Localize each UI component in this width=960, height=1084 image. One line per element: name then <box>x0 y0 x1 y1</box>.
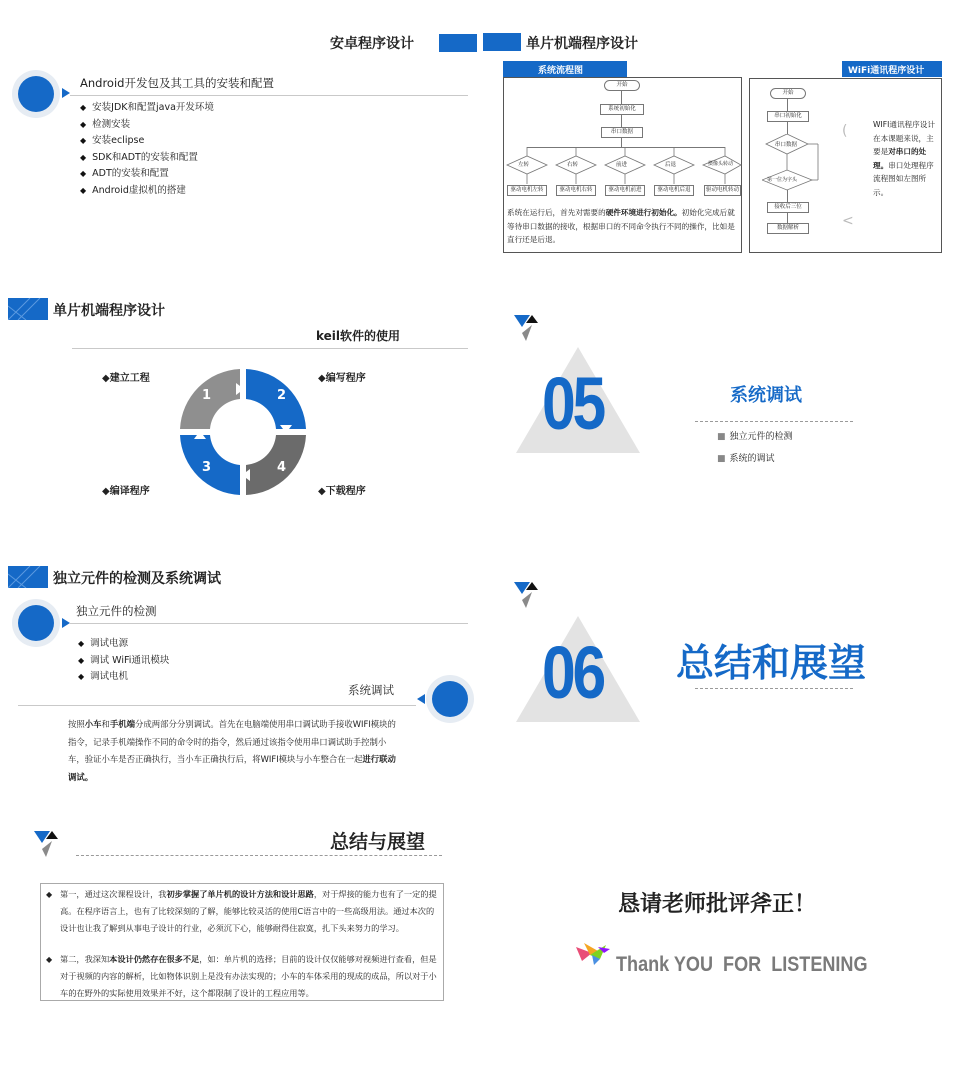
system-debug-paragraph <box>68 716 402 786</box>
segment-number: 4 <box>277 460 287 475</box>
thanks-english: Thank YOU FOR LISTENING <box>616 953 868 976</box>
slide-section-05 <box>480 271 960 542</box>
flow-connector <box>787 213 788 223</box>
panel-title: WiFi通讯程序设计 <box>848 66 925 76</box>
flow-connector <box>787 190 788 202</box>
diamond-bullet-icon: ◆ <box>46 890 53 899</box>
text-run-bold: 本设计仍然存在很多不足 <box>109 954 200 964</box>
slide-summary <box>0 813 480 1084</box>
arrow-logo-icon <box>34 829 64 859</box>
divider <box>70 623 468 624</box>
text-run: 初始化完成后就等待串口数据的接收，根据串口的不同命令执行不同的操作，比如是直行还是后退。 <box>507 208 735 244</box>
slide2-title: 单片机端程序设计 <box>526 36 638 52</box>
branch-label: 右转 <box>567 162 579 168</box>
list-item: ◆ 检测安装 <box>80 117 214 134</box>
flow-action: 驱动电机转动 <box>704 185 741 196</box>
bracket-decor: ( < <box>842 123 854 229</box>
flow-serial: 串口数据 <box>601 127 643 138</box>
section-bullet-circle <box>18 76 54 112</box>
section-item-text: 系统的调试 <box>729 454 775 464</box>
divider <box>18 705 416 706</box>
title-decor-lines <box>8 566 48 588</box>
diamond-bullet-icon: ◆ <box>46 955 53 964</box>
text-run-bold: 手机端 <box>109 719 135 729</box>
segment-number: 2 <box>277 388 287 403</box>
flow-connector <box>621 115 622 127</box>
divider <box>76 855 442 856</box>
slide3-title: 单片机端程序设计 <box>53 303 165 319</box>
pointer-triangle-icon <box>62 88 70 98</box>
text-run: 分成两部分分别调试。首先在电脑端使用串口调试助手接收WIFI模块的指令，记录手机端操作不同的命令时的指令，然后通过该指令使用串口调试助手控制小车，验证小车是否正确执行，当小车正确执行后，将WIFI模块与小车整合在一起 <box>68 719 396 764</box>
list-item: ◆ Android虚拟机的搭建 <box>80 183 214 200</box>
section-bullet-circle <box>18 605 54 641</box>
install-list <box>80 100 214 199</box>
slide5-title: 独立元件的检测及系统调试 <box>53 571 221 587</box>
section-item: ■ 系统的调试 <box>717 454 775 464</box>
branch-label: 前进 <box>616 162 628 168</box>
list-item: ◆ 安装eclipse <box>80 133 214 150</box>
decision-label: 串口数据 <box>775 142 798 148</box>
flow-start: 开始 <box>604 80 640 91</box>
step-label: ◆建立工程 <box>102 373 150 384</box>
text-run-bold: 对串口的处理。 <box>873 147 927 170</box>
section-title: 总结和展望 <box>676 641 867 685</box>
slide-testing <box>0 542 480 813</box>
flow-action: 驱动电机后退 <box>654 185 694 196</box>
section-number: 05 <box>542 362 603 445</box>
segment-number: 1 <box>202 388 212 403</box>
arrow-logo-icon <box>514 313 544 343</box>
flow-decisions <box>762 134 842 196</box>
ring-segment-4 <box>246 435 306 495</box>
flow-parse: 数据解析 <box>767 223 809 234</box>
divider <box>695 421 853 422</box>
divider <box>72 348 468 349</box>
flow-start: 开始 <box>770 88 806 99</box>
thanks-chinese: 恳请老师批评斧正！ <box>618 892 817 917</box>
list-item: ◆ 调试电机 <box>78 669 169 686</box>
slide3-subtitle: keil软件的使用 <box>316 329 401 343</box>
list-item: ◆ SDK和ADT的安装和配置 <box>80 150 214 167</box>
slide7-title: 总结与展望 <box>330 831 426 853</box>
list-item: ◆ 安装JDK和配置java开发环境 <box>80 100 214 117</box>
text-run: 第二，我深知 <box>60 954 110 964</box>
text-run-bold: 初步掌握了单片机的设计方法和设计思路 <box>166 889 314 899</box>
heading-system: 系统调试 <box>348 683 394 697</box>
text-run-bold: 进行联动调试。 <box>68 754 396 782</box>
wifi-description <box>873 118 935 199</box>
list-item: ◆ 调试电源 <box>78 636 169 653</box>
step-label: ◆编译程序 <box>102 486 150 497</box>
section-bullet-circle <box>432 681 468 717</box>
step-label: ◆编写程序 <box>318 373 366 384</box>
list-item: ◆ ADT的安装和配置 <box>80 166 214 183</box>
text-run-bold: 硬件环境进行初始化。 <box>605 208 682 217</box>
text-run: WIFI通讯程序设计在本课题来说，主要是 <box>873 120 935 156</box>
slide-keil <box>0 271 480 542</box>
component-list <box>78 636 169 686</box>
flow-connector <box>621 138 622 147</box>
slide-mcu-flow <box>480 0 960 271</box>
text-run: ，如：单片机的选择；目前的设计仅仅能够对视频进行查看，但是对于视频的内容的解析，比如物体识别上是没有办法实现的；小车的车体采用的现成的成品，所以对于小车的在野外的实际使用效果并不好，这个都限制了设计的工程应用等。 <box>60 954 437 998</box>
divider <box>70 95 468 96</box>
flow-init: 串口初始化 <box>767 111 809 122</box>
slide-section-06 <box>480 542 960 813</box>
title-decor-lines <box>8 298 48 320</box>
flow-connector <box>787 99 788 111</box>
flow-action: 驱动电机左转 <box>507 185 547 196</box>
decision-label: 第一位为字头 <box>767 177 798 183</box>
slide1-title-left: 安卓程序设计 <box>330 36 414 52</box>
summary-point-2 <box>46 951 438 1002</box>
section-item-text: 独立元件的检测 <box>729 432 793 442</box>
pointer-triangle-icon <box>417 694 425 704</box>
text-run: 串口处理程序流程图如左图所示。 <box>873 160 934 197</box>
branch-label: 后退 <box>665 162 677 168</box>
list-item: ◆ 调试 WiFi通讯模块 <box>78 653 169 670</box>
text-run: 系统在运行后，首先对需要的 <box>507 208 606 217</box>
slide-android <box>0 0 480 271</box>
step-label: ◆下载程序 <box>318 486 366 497</box>
text-run-bold: 小车 <box>84 719 102 729</box>
text-run: 按照 <box>68 719 85 729</box>
flow-branches <box>503 147 742 207</box>
branch-label: 摄像头转动 <box>708 161 734 167</box>
flow-connector <box>621 91 622 104</box>
flow-action: 驱动电机前进 <box>605 185 645 196</box>
title-decor-bar <box>483 33 521 51</box>
ring-segment-2 <box>246 369 306 429</box>
flow-receive: 接收后三位 <box>767 202 809 213</box>
flow-action: 驱动电机右转 <box>556 185 596 196</box>
divider <box>695 688 853 689</box>
text-run: 和 <box>101 719 110 729</box>
text-run: 第一，通过这次课程设计，我 <box>60 889 167 899</box>
panel-title: 系统流程图 <box>538 66 584 76</box>
section-item: ■ 独立元件的检测 <box>717 432 793 442</box>
section-number: 06 <box>542 631 603 714</box>
arrow-logo-icon <box>514 580 544 610</box>
segment-number: 3 <box>202 460 212 475</box>
title-decor-bar <box>439 34 477 52</box>
section-title: 系统调试 <box>730 385 802 406</box>
branch-label: 左转 <box>518 162 530 168</box>
flow-connector <box>787 122 788 134</box>
slide-thanks <box>480 813 960 1084</box>
pointer-triangle-icon <box>62 618 70 628</box>
text-run: ，对于焊接的能力也有了一定的提高。在程序语言上，也有了比较深刻的了解，能够比较灵活的使用C语言中的一些高级用法。通过本次的设计也让我了解到从事电子设计的行业，必须沉下心，能够耐得住寂寞，扎下头来努力的学习。 <box>60 889 437 933</box>
bird-logo-icon <box>576 941 612 967</box>
flow-init: 系统初始化 <box>600 104 644 115</box>
flow-description <box>507 206 739 247</box>
slide1-heading: Android开发包及其工具的安装和配置 <box>80 76 274 90</box>
heading-components: 独立元件的检测 <box>76 604 157 618</box>
cycle-ring <box>178 367 308 497</box>
summary-point-1 <box>46 886 438 937</box>
